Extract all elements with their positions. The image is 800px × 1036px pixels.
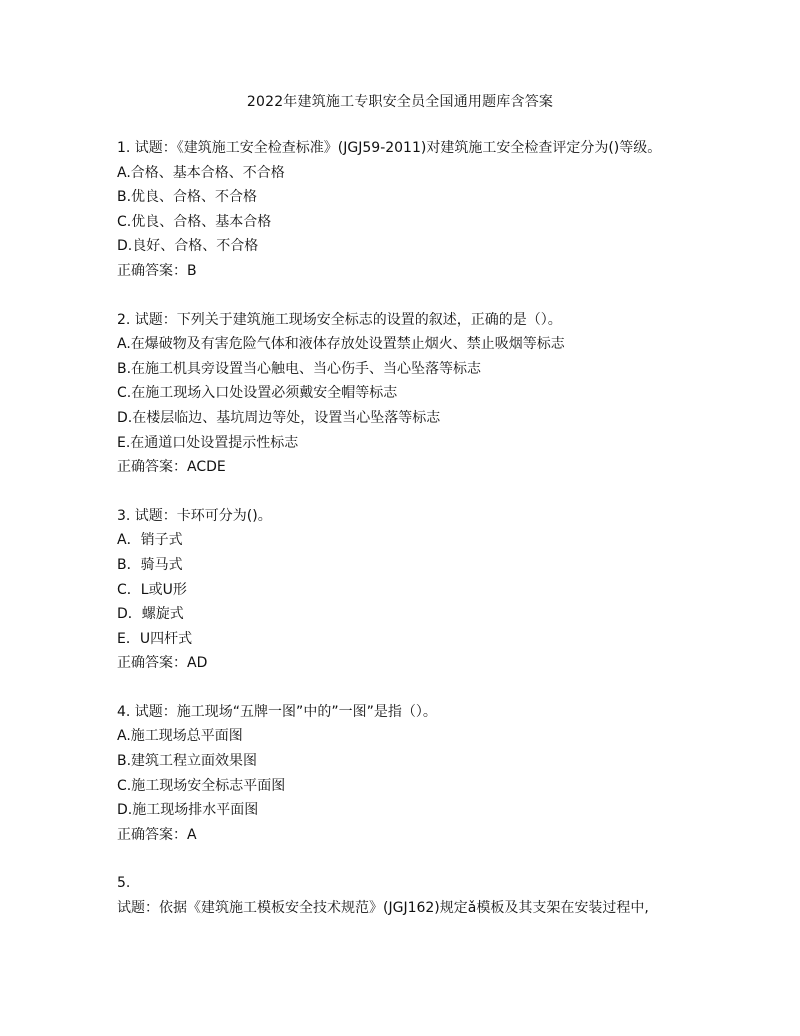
question-5: [117, 871, 687, 920]
question-3-option-a: A．销子式: [117, 532, 183, 549]
question-list: [117, 136, 687, 921]
question-1: [117, 136, 687, 284]
question-4-option-c: C.施工现场安全标志平面图: [117, 777, 286, 794]
question-3-answer: 正确答案：AD: [117, 655, 208, 672]
question-3-option-d: D．螺旋式: [117, 606, 184, 623]
question-4-option-a: A.施工现场总平面图: [117, 728, 243, 745]
question-3-option-c: C．L或U形: [117, 581, 187, 598]
question-3-option-e: E．U四杆式: [117, 630, 193, 647]
question-2-answer: 正确答案：ACDE: [117, 459, 226, 476]
question-2-stem: 2. 试题：下列关于建筑施工现场安全标志的设置的叙述，正确的是（）。: [117, 311, 562, 328]
question-2-option-e: E.在通道口处设置提示性标志: [117, 434, 299, 451]
question-3-stem: 3. 试题：卡环可分为()。: [117, 507, 272, 524]
question-4-stem: 4. 试题：施工现场“五牌一图”中的”一图”是指（）。: [117, 703, 437, 720]
question-2-option-c: C.在施工现场入口处设置必须戴安全帽等标志: [117, 385, 398, 402]
question-1-option-d: D.良好、合格、不合格: [117, 238, 259, 255]
question-2-option-b: B.在施工机具旁设置当心触电、当心伤手、当心坠落等标志: [117, 360, 482, 377]
question-2-option-a: A.在爆破物及有害危险气体和液体存放处设置禁止烟火、禁止吸烟等标志: [117, 336, 565, 353]
question-4-option-d: D.施工现场排水平面图: [117, 802, 259, 819]
question-3-option-b: B．骑马式: [117, 556, 183, 573]
question-4: [117, 700, 687, 848]
question-1-option-c: C.优良、合格、基本合格: [117, 213, 272, 230]
question-2: [117, 308, 687, 480]
question-1-stem: 1. 试题：《建筑施工安全检查标准》(JGJ59-2011)对建筑施工安全检查评定分为()等级。: [117, 140, 662, 156]
question-2-option-d: D.在楼层临边、基坑周边等处，设置当心坠落等标志: [117, 409, 441, 426]
document-title: 2022年建筑施工专职安全员全国通用题库含答案: [246, 94, 554, 110]
question-1-option-b: B.优良、合格、不合格: [117, 189, 258, 206]
question-3: [117, 504, 687, 676]
question-5-stem: 试题：依据《建筑施工模板安全技术规范》(JGJ162)规定ǎ模板及其支架在安装过程中,: [117, 900, 649, 917]
question-4-option-b: B.建筑工程立面效果图: [117, 753, 258, 770]
question-4-answer: 正确答案：A: [117, 826, 197, 843]
question-1-option-a: A.合格、基本合格、不合格: [117, 164, 285, 181]
question-5-number: 5.: [117, 875, 131, 892]
question-1-answer: 正确答案：B: [117, 262, 197, 279]
